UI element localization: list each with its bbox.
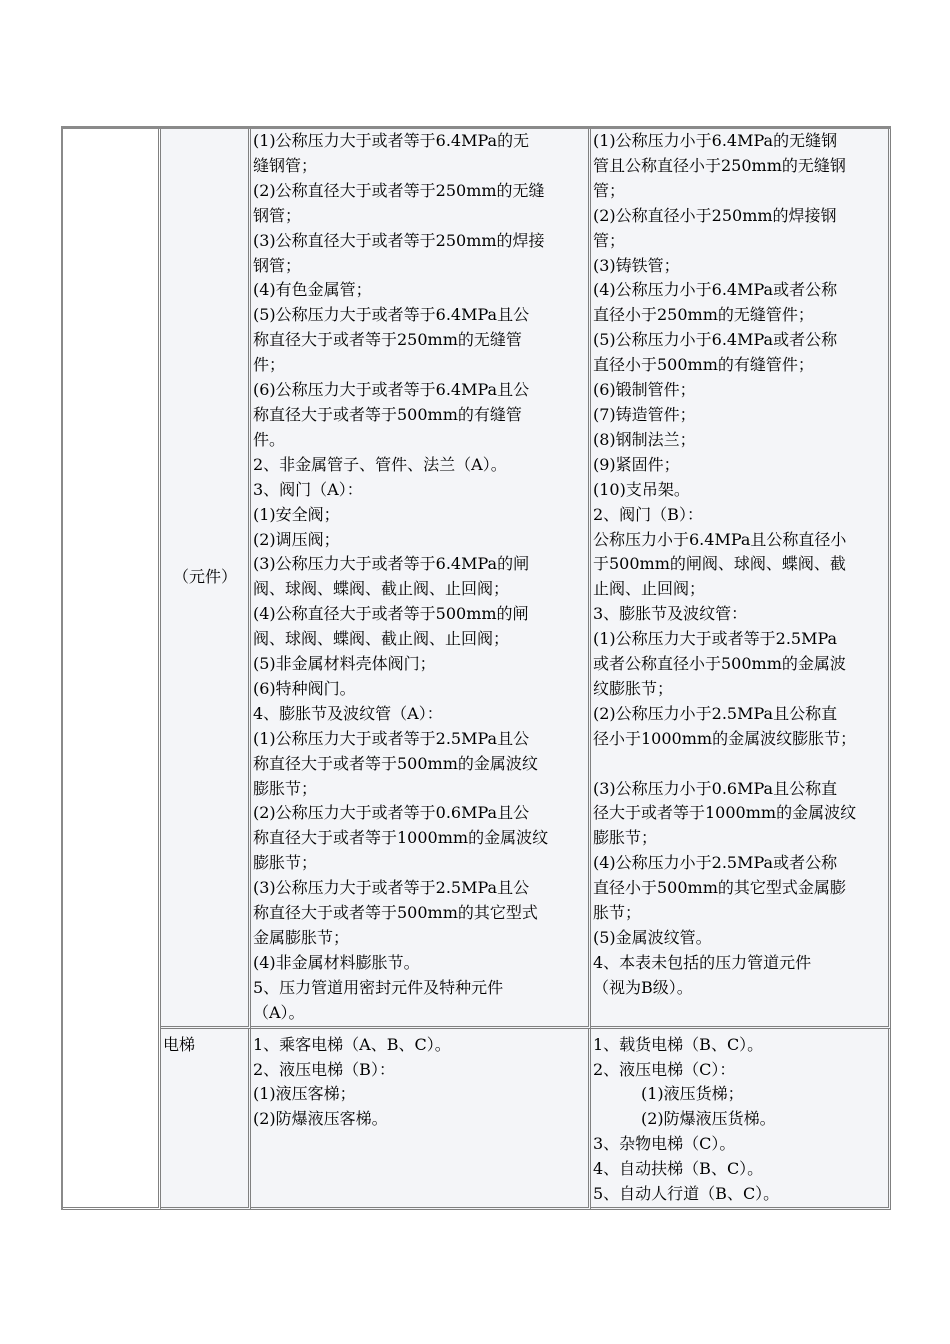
class-a-cell-components — [251, 129, 591, 1029]
list-item: 件； — [253, 355, 286, 375]
list-item: 或者公称直径小于500mm的金属波 — [593, 654, 846, 674]
list-item: 3、阀门（A）： — [253, 479, 363, 499]
list-item: (5)金属波纹管。 — [593, 927, 712, 947]
list-item: (2)防爆液压客梯。 — [253, 1109, 388, 1129]
list-item: 5、自动人行道（B、C）。 — [593, 1184, 780, 1204]
list-item: (9)紧固件； — [593, 454, 680, 474]
list-item: 径大于或者等于1000mm的金属波纹 — [593, 803, 857, 823]
list-item: (2)公称直径小于250mm的焊接钢 — [593, 205, 837, 225]
list-item: (1)公称压力大于或者等于2.5MPa — [593, 629, 838, 649]
equipment-classification-table — [61, 126, 891, 1210]
list-item: 1、乘客电梯（A、B、C）。 — [253, 1034, 451, 1054]
list-item: 胀节； — [593, 903, 642, 923]
table-row-elevators — [63, 1029, 891, 1210]
list-item: 直径小于500mm的有缝管件； — [593, 355, 814, 375]
list-item: 件。 — [253, 429, 286, 449]
list-item: 公称压力小于6.4MPa且公称直径小 — [593, 529, 847, 549]
list-item: (1)液压货梯； — [641, 1084, 744, 1104]
list-item: 膨胀节； — [253, 778, 318, 798]
list-item: (1)安全阀； — [253, 504, 340, 524]
list-item: (3)公称压力小于0.6MPa且公称直 — [593, 778, 838, 798]
list-item: (8)钢制法兰； — [593, 429, 696, 449]
list-item: 直径小于500mm的其它型式金属膨 — [593, 878, 846, 898]
list-item: 3、膨胀节及波纹管： — [593, 604, 748, 624]
list-item: 称直径大于或者等于1000mm的金属波纹 — [253, 828, 549, 848]
list-item: 管； — [593, 180, 626, 200]
list-item: 5、压力管道用密封元件及特种元件 — [253, 977, 504, 997]
category-label: （元件） — [172, 566, 237, 586]
blank-group-cell — [63, 129, 161, 1210]
table-row-components — [63, 129, 891, 1029]
category-cell-components — [161, 129, 251, 1029]
list-item: (6)锻制管件； — [593, 380, 696, 400]
list-item: 金属膨胀节； — [253, 928, 350, 947]
list-item: 称直径大于或者等于250mm的无缝管 — [253, 330, 522, 350]
list-item: 阀、球阀、蝶阀、截止阀、止回阀； — [253, 629, 510, 649]
list-item: (4)公称直径大于或者等于500mm的闸 — [253, 604, 529, 624]
list-item: (3)公称直径大于或者等于250mm的焊接 — [253, 230, 545, 250]
list-item: (4)非金属材料膨胀节。 — [253, 952, 420, 972]
list-item: (4)有色金属管； — [253, 280, 372, 300]
list-item: (7)铸造管件； — [593, 404, 696, 424]
list-item: 4、本表未包括的压力管道元件 — [593, 952, 812, 972]
list-item: 管； — [593, 230, 626, 250]
list-item: 阀、球阀、蝶阀、截止阀、止回阀； — [253, 579, 510, 599]
list-item: (4)公称压力小于2.5MPa或者公称 — [593, 853, 838, 873]
list-item: 2、非金属管子、管件、法兰（A）。 — [253, 454, 507, 474]
list-item: (2)防爆液压货梯。 — [641, 1109, 776, 1129]
list-item: 止阀、止回阀； — [593, 579, 706, 599]
class-a-cell-elevators — [251, 1029, 591, 1210]
list-item: (2)调压阀； — [253, 529, 340, 549]
list-item: 纹膨胀节； — [593, 678, 674, 698]
list-item — [593, 752, 887, 777]
list-item: 钢管； — [253, 205, 302, 225]
list-item: (2)公称压力小于2.5MPa且公称直 — [593, 703, 838, 723]
list-item: (6)特种阀门。 — [253, 678, 356, 698]
list-item: （A）。 — [253, 1002, 305, 1022]
list-item: (6)公称压力大于或者等于6.4MPa且公 — [253, 380, 530, 400]
list-item: (3)公称压力大于或者等于2.5MPa且公 — [253, 878, 530, 898]
list-item: (1)公称压力大于或者等于2.5MPa且公 — [253, 728, 530, 748]
list-item: 膨胀节； — [593, 828, 658, 848]
list-item: 称直径大于或者等于500mm的金属波纹 — [253, 753, 538, 773]
list-item: 直径小于250mm的无缝管件； — [593, 305, 814, 325]
list-item: (5)公称压力大于或者等于6.4MPa且公 — [253, 305, 530, 325]
category-label: 电梯 — [163, 1034, 196, 1054]
list-item: 称直径大于或者等于500mm的有缝管 — [253, 404, 522, 424]
list-item: 1、载货电梯（B、C）。 — [593, 1034, 764, 1054]
list-item: 4、自动扶梯（B、C）。 — [593, 1159, 764, 1179]
list-item: 4、膨胀节及波纹管（A）： — [253, 703, 443, 723]
list-item: （视为B级）。 — [593, 977, 693, 997]
list-item: (3)铸铁管； — [593, 255, 680, 275]
list-item: (3)公称压力大于或者等于6.4MPa的闸 — [253, 554, 530, 574]
list-item: 缝钢管； — [253, 155, 318, 175]
list-item: (10)支吊架。 — [593, 479, 690, 499]
class-b-cell-components — [591, 129, 891, 1029]
list-item: 2、液压电梯（B）： — [253, 1059, 395, 1079]
list-item: 2、阀门（B）： — [593, 504, 703, 524]
list-item: 径小于1000mm的金属波纹膨胀节； — [593, 728, 857, 748]
list-item: 钢管； — [253, 255, 302, 275]
list-item: (1)公称压力大于或者等于6.4MPa的无 — [253, 131, 530, 150]
list-item: (2)公称压力大于或者等于0.6MPa且公 — [253, 803, 530, 823]
list-item: 于500mm的闸阀、球阀、蝶阀、截 — [593, 554, 846, 574]
list-item: (1)液压客梯； — [253, 1084, 356, 1104]
list-item: (5)公称压力小于6.4MPa或者公称 — [593, 330, 838, 350]
list-item: (2)公称直径大于或者等于250mm的无缝 — [253, 180, 545, 200]
category-cell-elevators — [161, 1029, 251, 1210]
list-item: 2、液压电梯（C）： — [593, 1059, 736, 1079]
list-item: 膨胀节； — [253, 853, 318, 873]
list-item: (4)公称压力小于6.4MPa或者公称 — [593, 280, 838, 300]
list-item: (1)公称压力小于6.4MPa的无缝钢 — [593, 131, 838, 150]
class-b-cell-elevators — [591, 1029, 891, 1210]
list-item: 称直径大于或者等于500mm的其它型式 — [253, 903, 538, 923]
list-item: 管且公称直径小于250mm的无缝钢 — [593, 155, 846, 175]
list-item: 3、杂物电梯（C）。 — [593, 1134, 736, 1154]
list-item: (5)非金属材料壳体阀门； — [253, 654, 436, 674]
